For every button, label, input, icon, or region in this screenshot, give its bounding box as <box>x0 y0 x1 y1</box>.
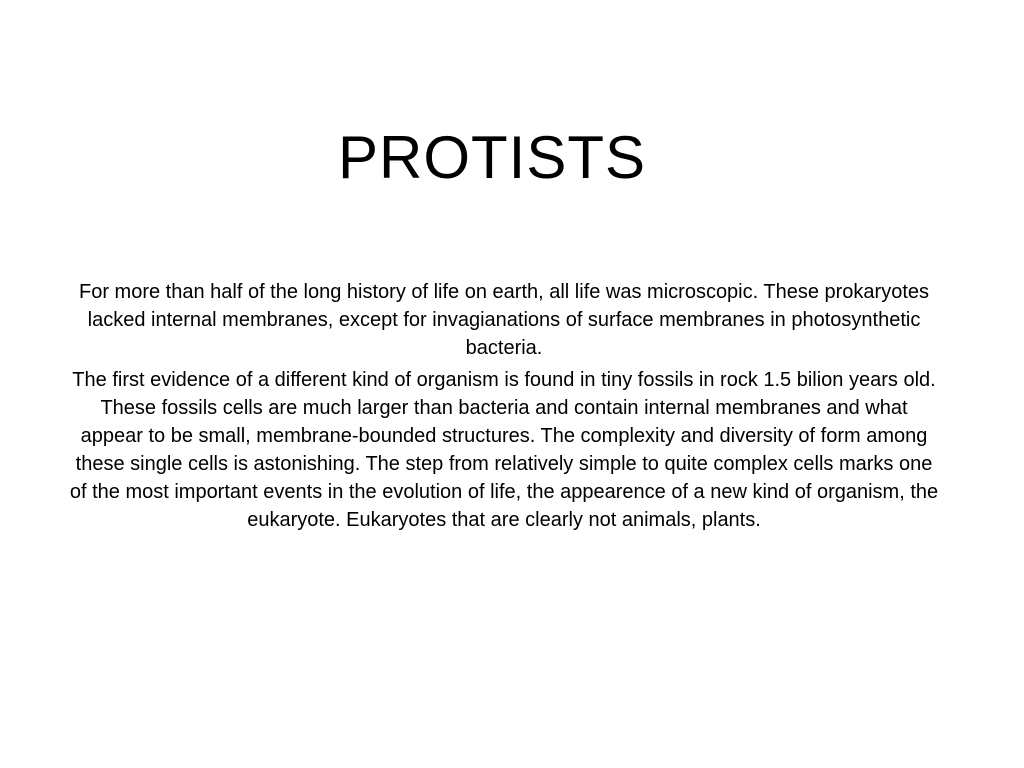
slide-body <box>68 278 940 538</box>
slide-title: PROTISTS <box>337 124 647 191</box>
paragraph-prokaryotes: For more than half of the long history of life on earth, all life was microscopic. These prokaryotes lacked internal membranes, except for invagianations of surface membranes in photosynthetic bacteria. <box>78 281 930 359</box>
paragraph-eukaryotes: The first evidence of a different kind of organism is found in tiny fossils in rock 1.5 bilion years old. These fossils cells are much larger than bacteria and contain internal membranes and what appear to be small, membrane-bounded structures. The complexity and diversity of form among these single cells is astonishing. The step from relatively simple to quite complex cells marks one of the most important events in the evolution of life, the appearence of a new kind of organism, the eukaryote. Eukaryotes that are clearly not animals, plants. <box>69 369 939 531</box>
